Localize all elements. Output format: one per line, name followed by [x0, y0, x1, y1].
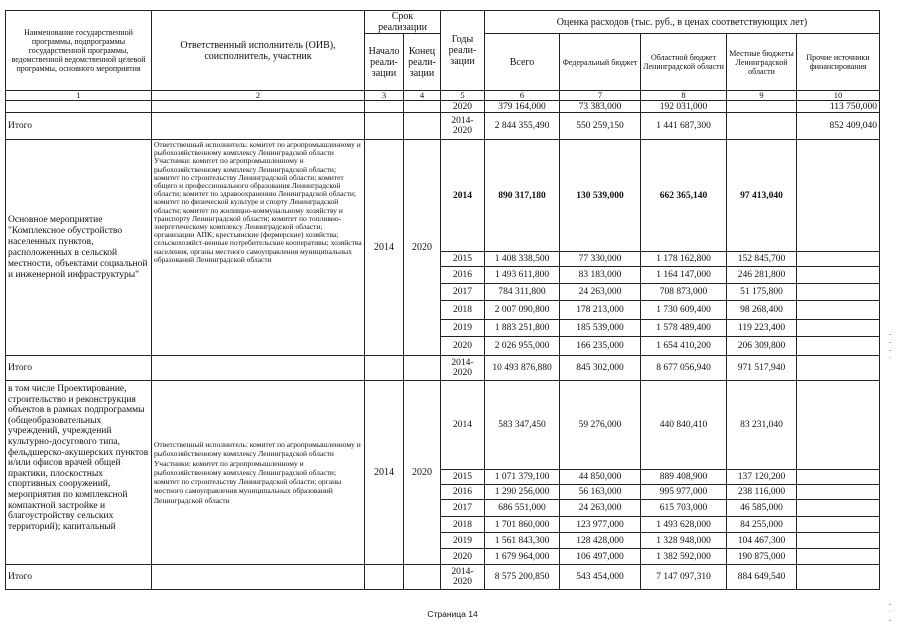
federal-cell: 24 263,000 — [560, 500, 641, 517]
local-cell: 119 223,400 — [727, 320, 797, 337]
federal-cell: 56 163,000 — [560, 485, 641, 500]
header-other: Прочие источники финансирования — [797, 34, 880, 91]
regional-cell: 662 365,140 — [641, 140, 727, 252]
col-number: 4 — [404, 91, 441, 101]
other-cell — [797, 565, 880, 590]
total-cell: 1 701 860,000 — [485, 517, 560, 533]
year-cell: 2020 — [441, 549, 485, 565]
col-number: 9 — [727, 91, 797, 101]
scan-artifact: - · - — [889, 600, 892, 624]
federal-cell: 543 454,000 — [560, 565, 641, 590]
total-cell: 1 408 338,500 — [485, 252, 560, 267]
regional-cell: 1 578 489,400 — [641, 320, 727, 337]
regional-cell: 1 178 162,800 — [641, 252, 727, 267]
other-cell — [797, 140, 880, 252]
regional-cell: 1 382 592,000 — [641, 549, 727, 565]
year-cell: 2014-2020 — [441, 356, 485, 381]
regional-cell: 8 677 056,940 — [641, 356, 727, 381]
itogo-row — [6, 113, 880, 140]
year-cell: 2018 — [441, 301, 485, 320]
year-cell: 2018 — [441, 517, 485, 533]
regional-cell: 1 654 410,200 — [641, 337, 727, 356]
year-cell: 2015 — [441, 252, 485, 267]
header-costs: Оценка расходов (тыс. руб., в ценах соответствующих лет) — [485, 11, 880, 34]
itogo-label: Итого — [6, 113, 152, 140]
federal-cell: 128 428,000 — [560, 533, 641, 549]
federal-cell: 59 276,000 — [560, 381, 641, 470]
regional-cell: 615 703,000 — [641, 500, 727, 517]
itogo-label: Итого — [6, 565, 152, 590]
header-end: Конец реали-зации — [404, 34, 441, 91]
header-program-name: Наименование государственной программы, подпрограммы государственной программы, ведомственной ведомственной целевой программы, основного мероприятия — [6, 11, 152, 91]
table-row — [6, 381, 880, 470]
regional-cell: 1 441 687,300 — [641, 113, 727, 140]
local-cell: 51 175,800 — [727, 284, 797, 301]
local-cell: 84 255,000 — [727, 517, 797, 533]
local-cell: 971 517,940 — [727, 356, 797, 381]
col-number: 8 — [641, 91, 727, 101]
table-row — [6, 140, 880, 252]
year-cell: 2014 — [441, 140, 485, 252]
scan-artifact: - - - · — [889, 330, 892, 362]
other-cell — [797, 485, 880, 500]
col-number: 2 — [152, 91, 365, 101]
itogo-row — [6, 356, 880, 381]
regional-cell: 1 493 628,000 — [641, 517, 727, 533]
federal-cell: 130 539,000 — [560, 140, 641, 252]
local-cell: 246 281,800 — [727, 267, 797, 284]
regional-cell: 1 328 948,000 — [641, 533, 727, 549]
year-cell: 2020 — [441, 337, 485, 356]
header-federal: Федеральный бюджет — [560, 34, 641, 91]
header-total: Всего — [485, 34, 560, 91]
year-cell: 2019 — [441, 533, 485, 549]
total-cell: 2 007 090,800 — [485, 301, 560, 320]
measure-name: Основное мероприятие "Комплексное обустройство населенных пунктов, расположенных в сельской местности, объектами социальной и инженерной инфраструктуры" — [6, 140, 152, 356]
header-local: Местные бюджеты Ленинградской области — [727, 34, 797, 91]
year-cell: 2019 — [441, 320, 485, 337]
total-cell: 1 883 251,800 — [485, 320, 560, 337]
other-cell — [797, 381, 880, 470]
other-cell — [797, 517, 880, 533]
other-cell — [797, 337, 880, 356]
total-cell: 2 026 955,000 — [485, 337, 560, 356]
total-cell: 10 493 876,880 — [485, 356, 560, 381]
federal-cell: 83 183,000 — [560, 267, 641, 284]
local-cell: 137 120,200 — [727, 470, 797, 485]
local-cell: 884 649,540 — [727, 565, 797, 590]
table-row — [6, 101, 880, 113]
other-cell — [797, 470, 880, 485]
federal-cell: 123 977,000 — [560, 517, 641, 533]
executor-list: Ответственный исполнитель: комитет по агропромышленному и рыбохозяйственному комплексу Ленинградской области Участники: комитет по агропромышленному и рыбохозяйственному комплексу Ленинградской области; комитет по строительству Ленинградской области; органы местного самоуправления муниципальных образований Ленинградской области — [152, 381, 365, 565]
local-cell: 104 467,300 — [727, 533, 797, 549]
federal-cell: 185 539,000 — [560, 320, 641, 337]
other-cell — [797, 320, 880, 337]
total-cell: 890 317,180 — [485, 140, 560, 252]
federal-cell: 845 302,000 — [560, 356, 641, 381]
federal-cell: 24 263,000 — [560, 284, 641, 301]
local-cell — [727, 101, 797, 113]
local-cell: 46 585,000 — [727, 500, 797, 517]
year-cell: 2020 — [441, 101, 485, 113]
regional-cell: 440 840,410 — [641, 381, 727, 470]
year-cell: 2017 — [441, 500, 485, 517]
col-number: 6 — [485, 91, 560, 101]
federal-cell: 178 213,000 — [560, 301, 641, 320]
federal-cell: 44 850,000 — [560, 470, 641, 485]
other-cell — [797, 301, 880, 320]
col-number: 7 — [560, 91, 641, 101]
local-cell: 97 413,040 — [727, 140, 797, 252]
header-regional: Областной бюджет Ленинградской области — [641, 34, 727, 91]
other-cell — [797, 284, 880, 301]
end-year: 2020 — [404, 381, 441, 565]
other-cell — [797, 252, 880, 267]
total-cell: 583 347,450 — [485, 381, 560, 470]
start-year: 2014 — [365, 140, 404, 356]
local-cell: 190 875,000 — [727, 549, 797, 565]
other-cell — [797, 356, 880, 381]
total-cell: 8 575 200,850 — [485, 565, 560, 590]
federal-cell: 550 259,150 — [560, 113, 641, 140]
other-cell — [797, 549, 880, 565]
header-years: Годы реали-зации — [441, 11, 485, 91]
local-cell: 206 309,800 — [727, 337, 797, 356]
federal-cell: 106 497,000 — [560, 549, 641, 565]
total-cell: 1 679 964,000 — [485, 549, 560, 565]
local-cell: 83 231,040 — [727, 381, 797, 470]
regional-cell: 889 408,900 — [641, 470, 727, 485]
col-number: 10 — [797, 91, 880, 101]
executor-list: Ответственный исполнитель: комитет по агропромышленному и рыбохозяйственному комплексу Ленинградской области Участники: комитет по агропромышленному и рыбохозяйственному комплексу Ленинградской области; комитет по строительству Ленинградской области; комитет общего и профессионального образования Ленинградской области; комитет по здравоохранению Ленинградской области; комитет по физической культуре и спорту Ленинградской области; комитет по жилищно-коммунальному хозяйству и транспорту Ленинградской области; комитет по топливно-энергетическому комплексу Ленинградской области; организации АПК; крестьянские (фермерские) хозяйства; сельскохозяйст-венные потребительские кооперативы; хозяйства населения, органы местного самоуправления муниципальных образований Ленинградской области — [152, 140, 365, 356]
regional-cell: 7 147 097,310 — [641, 565, 727, 590]
total-cell: 2 844 355,490 — [485, 113, 560, 140]
year-cell: 2016 — [441, 485, 485, 500]
total-cell: 1 071 379,100 — [485, 470, 560, 485]
other-cell — [797, 533, 880, 549]
other-cell: 852 409,040 — [797, 113, 880, 140]
regional-cell: 995 977,000 — [641, 485, 727, 500]
local-cell: 98 268,400 — [727, 301, 797, 320]
col-number: 3 — [365, 91, 404, 101]
year-cell: 2014-2020 — [441, 565, 485, 590]
year-cell: 2015 — [441, 470, 485, 485]
end-year: 2020 — [404, 140, 441, 356]
federal-cell: 73 383,000 — [560, 101, 641, 113]
itogo-row — [6, 565, 880, 590]
year-cell: 2014 — [441, 381, 485, 470]
col-number: 5 — [441, 91, 485, 101]
col-number: 1 — [6, 91, 152, 101]
year-cell: 2017 — [441, 284, 485, 301]
itogo-label: Итого — [6, 356, 152, 381]
other-cell — [797, 267, 880, 284]
regional-cell: 708 873,000 — [641, 284, 727, 301]
header-period: Срок реализации — [365, 11, 441, 34]
year-cell: 2016 — [441, 267, 485, 284]
page-label: Страница 14 — [427, 609, 478, 619]
header-start: Начало реали-зации — [365, 34, 404, 91]
regional-cell: 192 031,000 — [641, 101, 727, 113]
total-cell: 686 551,000 — [485, 500, 560, 517]
other-cell — [797, 500, 880, 517]
total-cell: 1 290 256,000 — [485, 485, 560, 500]
measure-name: в том числе Проектирование, строительство и реконструкция объектов в рамках подпрограммы (общеобразовательных учреждений, учреждений культурно-досугового типа, фельдшерско-акушерских пунктов и/или офисов врачей общей практики, плоскостных спортивных сооружений, мероприятия по комплексной компактной застройке и благоустройству сельских территорий); капитальный — [6, 381, 152, 565]
total-cell: 1 561 843,300 — [485, 533, 560, 549]
budget-table — [5, 10, 880, 590]
header-executor: Ответственный исполнитель (ОИВ), соисполнитель, участник — [152, 11, 365, 91]
local-cell — [727, 113, 797, 140]
total-cell: 1 493 611,800 — [485, 267, 560, 284]
local-cell: 238 116,000 — [727, 485, 797, 500]
other-cell: 113 750,000 — [797, 101, 880, 113]
regional-cell: 1 730 609,400 — [641, 301, 727, 320]
federal-cell: 166 235,000 — [560, 337, 641, 356]
year-cell: 2014-2020 — [441, 113, 485, 140]
local-cell: 152 845,700 — [727, 252, 797, 267]
regional-cell: 1 164 147,000 — [641, 267, 727, 284]
total-cell: 379 164,000 — [485, 101, 560, 113]
federal-cell: 77 330,000 — [560, 252, 641, 267]
start-year: 2014 — [365, 381, 404, 565]
total-cell: 784 311,800 — [485, 284, 560, 301]
